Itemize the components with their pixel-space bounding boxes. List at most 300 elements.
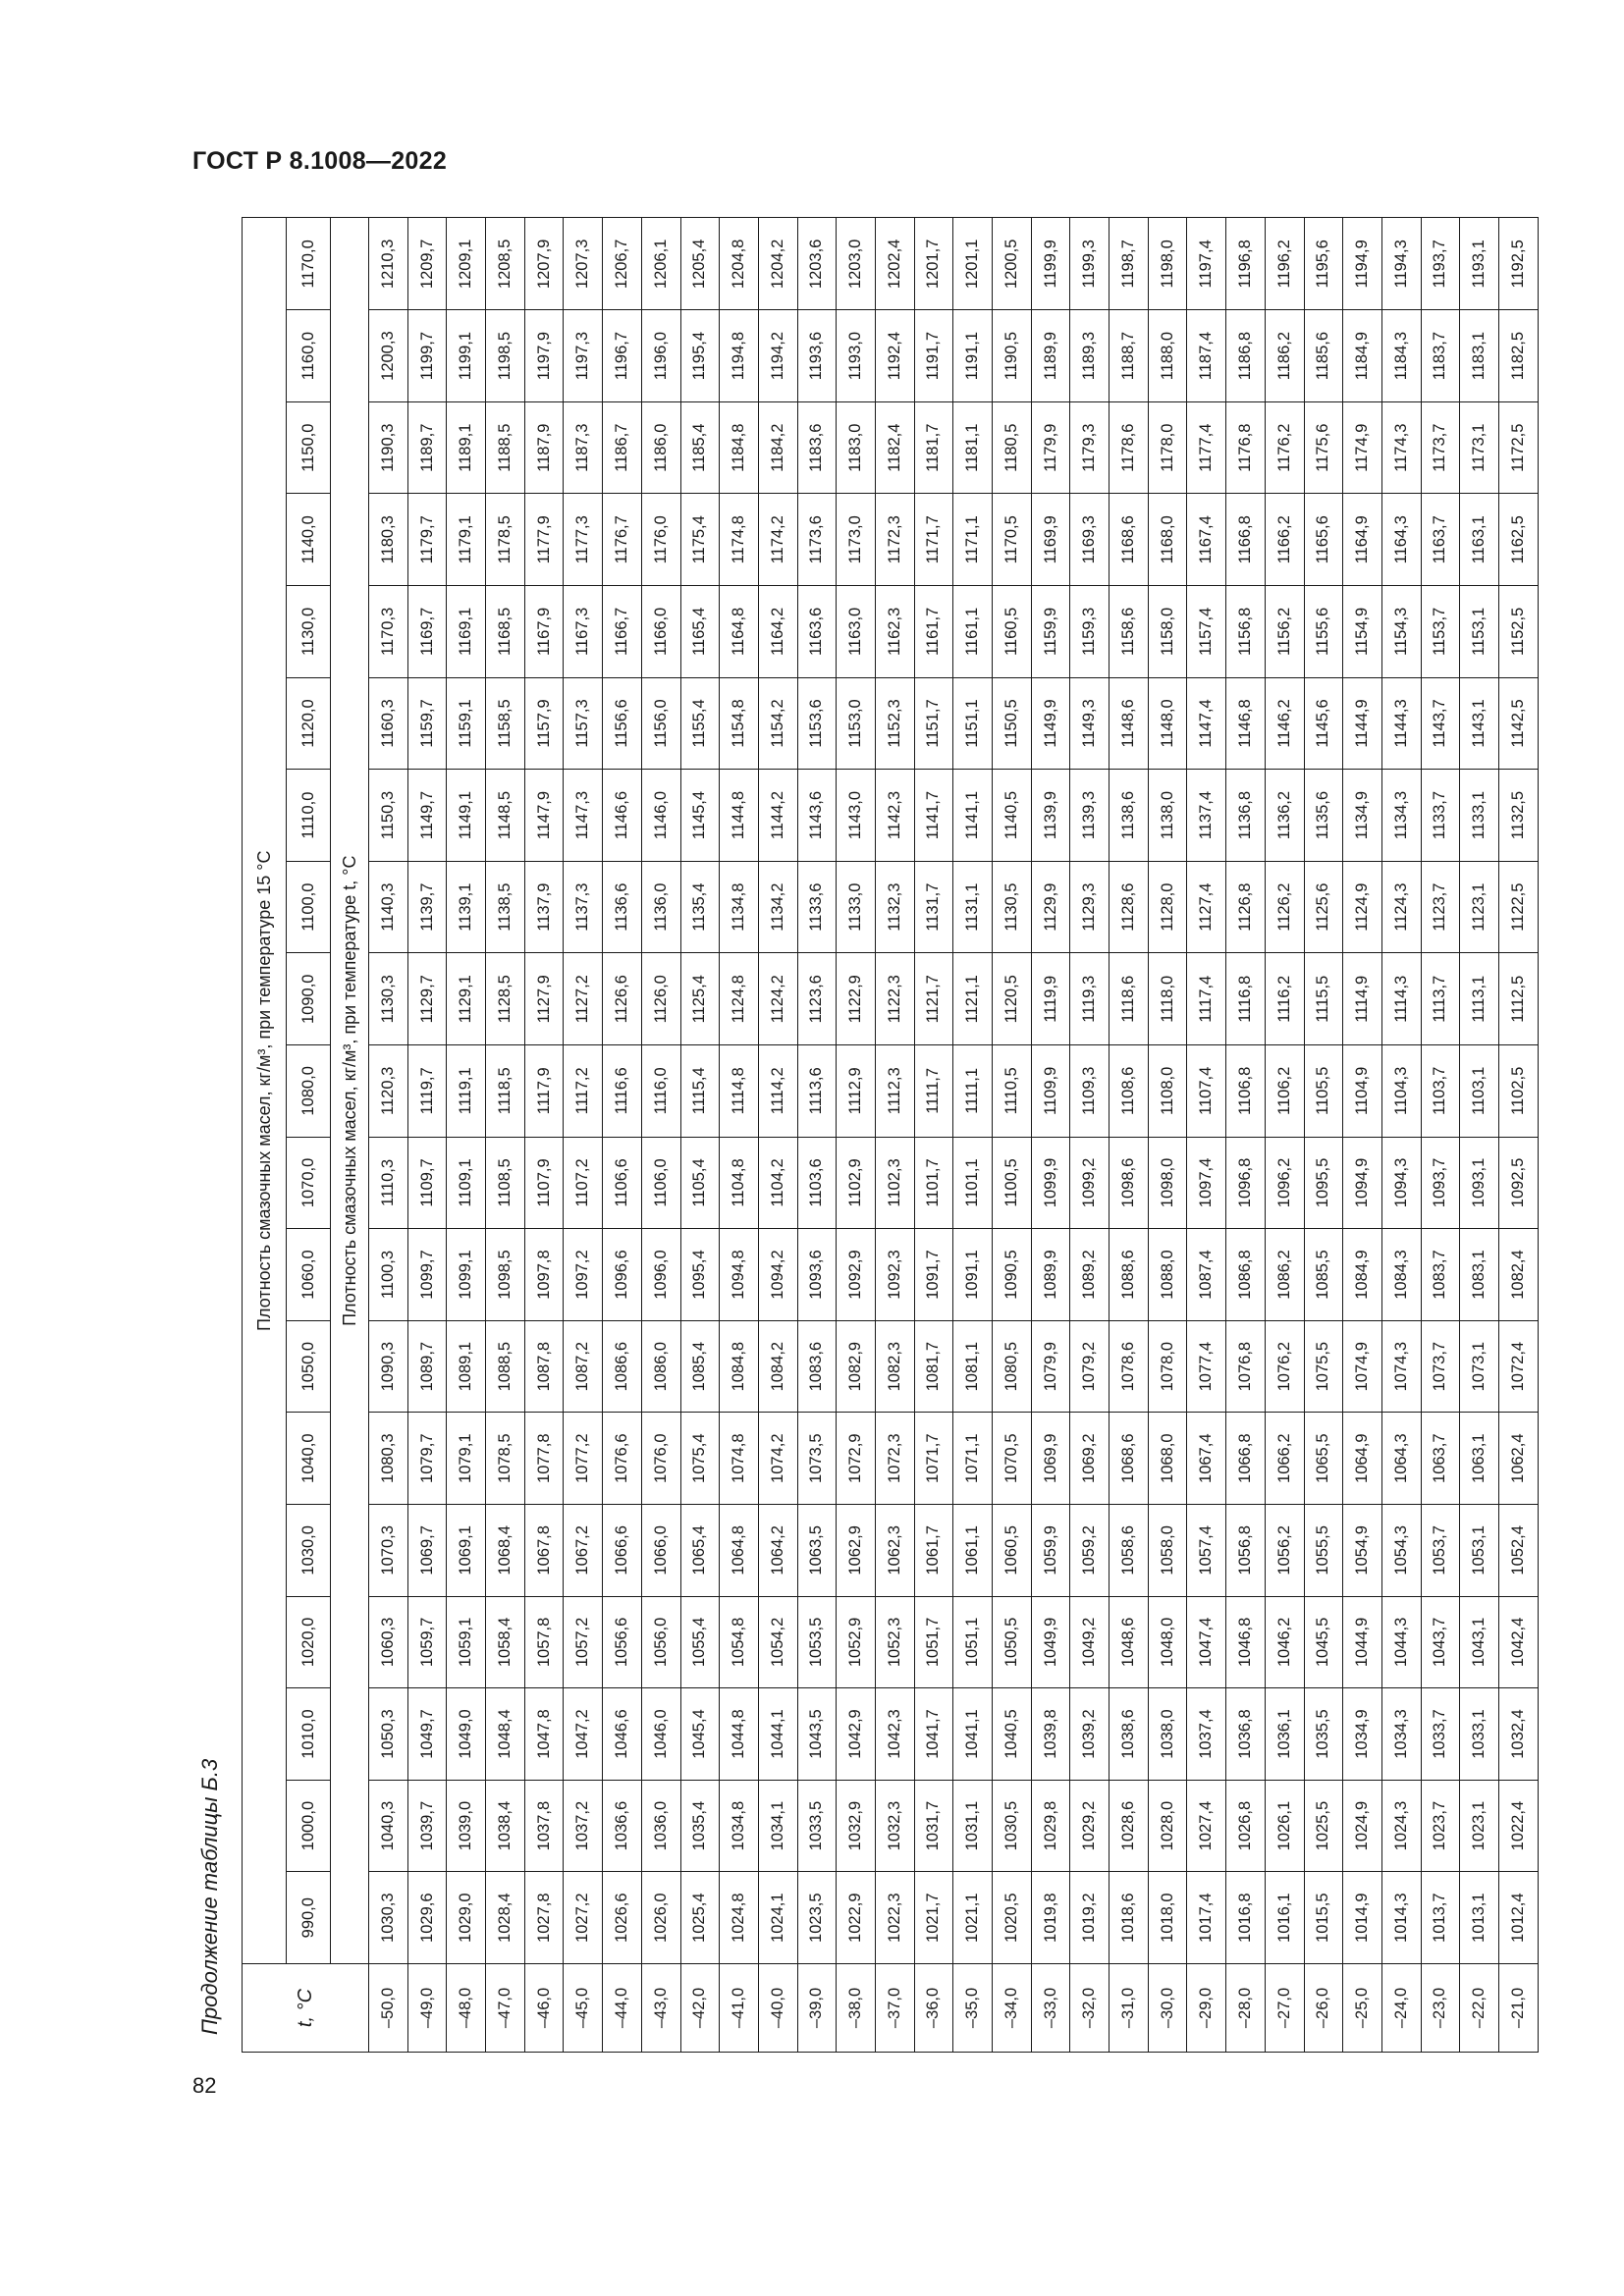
density-cell: 1177,9 bbox=[524, 494, 564, 586]
density-cell: 1164,8 bbox=[720, 586, 759, 678]
density-cell: 1194,3 bbox=[1381, 218, 1421, 310]
density-cell: 1014,3 bbox=[1381, 1872, 1421, 1964]
density-cell: 1048,4 bbox=[486, 1688, 525, 1781]
density-cell: 1074,2 bbox=[758, 1413, 797, 1505]
density-cell: 1092,3 bbox=[875, 1229, 914, 1321]
density-cell: 1164,2 bbox=[758, 586, 797, 678]
density-cell: 1126,2 bbox=[1265, 861, 1304, 953]
density-15c-header-cell: 1100,0 bbox=[287, 861, 331, 953]
density-cell: 1089,9 bbox=[1031, 1229, 1070, 1321]
density-cell: 1173,7 bbox=[1421, 401, 1460, 494]
density-cell: 1029,6 bbox=[407, 1872, 447, 1964]
table-row bbox=[369, 218, 408, 2053]
density-cell: 1136,0 bbox=[641, 861, 680, 953]
density-cell: 1089,2 bbox=[1070, 1229, 1110, 1321]
density-15c-header-cell: 1030,0 bbox=[287, 1505, 331, 1597]
density-cell: 1141,1 bbox=[953, 770, 993, 862]
density-cell: 1077,4 bbox=[1187, 1320, 1226, 1413]
temperature-cell: –36,0 bbox=[914, 1964, 953, 2053]
density-cell: 1024,3 bbox=[1381, 1780, 1421, 1872]
density-cell: 1017,4 bbox=[1187, 1872, 1226, 1964]
density-cell: 1038,6 bbox=[1110, 1688, 1149, 1781]
density-cell: 1056,0 bbox=[641, 1596, 680, 1688]
density-cell: 1092,5 bbox=[1498, 1137, 1538, 1229]
density-cell: 1153,0 bbox=[837, 677, 876, 770]
temperature-cell: –41,0 bbox=[720, 1964, 759, 2053]
density-cell: 1126,6 bbox=[603, 953, 642, 1045]
density-cell: 1131,7 bbox=[914, 861, 953, 953]
density-cell: 1151,1 bbox=[953, 677, 993, 770]
density-cell: 1033,1 bbox=[1460, 1688, 1499, 1781]
density-cell: 1051,1 bbox=[953, 1596, 993, 1688]
density-cell: 1062,3 bbox=[875, 1505, 914, 1597]
table-row bbox=[680, 218, 720, 2053]
density-cell: 1157,3 bbox=[564, 677, 603, 770]
density-cell: 1066,2 bbox=[1265, 1413, 1304, 1505]
density-cell: 1105,5 bbox=[1304, 1045, 1343, 1138]
density-cell: 1020,5 bbox=[993, 1872, 1032, 1964]
density-cell: 1082,9 bbox=[837, 1320, 876, 1413]
density-cell: 1160,5 bbox=[993, 586, 1032, 678]
density-cell: 1025,4 bbox=[680, 1872, 720, 1964]
density-15c-header-cell: 1140,0 bbox=[287, 494, 331, 586]
density-cell: 1144,3 bbox=[1381, 677, 1421, 770]
density-cell: 1067,2 bbox=[564, 1505, 603, 1597]
density-cell: 1027,2 bbox=[564, 1872, 603, 1964]
density-cell: 1061,7 bbox=[914, 1505, 953, 1597]
density-cell: 1144,8 bbox=[720, 770, 759, 862]
density-cell: 1036,8 bbox=[1226, 1688, 1266, 1781]
density-cell: 1174,3 bbox=[1381, 401, 1421, 494]
density-15c-header-cell: 1040,0 bbox=[287, 1413, 331, 1505]
temperature-cell: –22,0 bbox=[1460, 1964, 1499, 2053]
density-cell: 1180,5 bbox=[993, 401, 1032, 494]
density-cell: 1043,5 bbox=[797, 1688, 837, 1781]
density-cell: 1194,8 bbox=[720, 310, 759, 402]
density-cell: 1084,3 bbox=[1381, 1229, 1421, 1321]
density-cell: 1184,8 bbox=[720, 401, 759, 494]
density-cell: 1042,4 bbox=[1498, 1596, 1538, 1688]
density-cell: 1068,6 bbox=[1110, 1413, 1149, 1505]
density-cell: 1081,1 bbox=[953, 1320, 993, 1413]
density-cell: 1184,2 bbox=[758, 401, 797, 494]
density-cell: 1050,5 bbox=[993, 1596, 1032, 1688]
density-cell: 1013,1 bbox=[1460, 1872, 1499, 1964]
density-cell: 1031,7 bbox=[914, 1780, 953, 1872]
density-cell: 1116,8 bbox=[1226, 953, 1266, 1045]
density-cell: 1097,4 bbox=[1187, 1137, 1226, 1229]
density-cell: 1169,9 bbox=[1031, 494, 1070, 586]
density-cell: 1129,1 bbox=[447, 953, 486, 1045]
density-cell: 1014,9 bbox=[1343, 1872, 1382, 1964]
density-cell: 1069,9 bbox=[1031, 1413, 1070, 1505]
table-row bbox=[993, 218, 1032, 2053]
density-cell: 1117,4 bbox=[1187, 953, 1226, 1045]
density-cell: 1037,2 bbox=[564, 1780, 603, 1872]
density-cell: 1168,5 bbox=[486, 586, 525, 678]
density-table bbox=[242, 217, 1539, 2053]
density-cell: 1111,7 bbox=[914, 1045, 953, 1138]
density-cell: 1030,3 bbox=[369, 1872, 408, 1964]
density-cell: 1144,2 bbox=[758, 770, 797, 862]
density-cell: 1132,5 bbox=[1498, 770, 1538, 862]
density-cell: 1149,9 bbox=[1031, 677, 1070, 770]
density-cell: 1074,3 bbox=[1381, 1320, 1421, 1413]
density-cell: 1108,0 bbox=[1148, 1045, 1187, 1138]
density-cell: 1069,7 bbox=[407, 1505, 447, 1597]
density-cell: 1130,3 bbox=[369, 953, 408, 1045]
density-cell: 1054,9 bbox=[1343, 1505, 1382, 1597]
density-cell: 1044,9 bbox=[1343, 1596, 1382, 1688]
document-header-title: ГОСТ Р 8.1008—2022 bbox=[192, 147, 448, 175]
density-cell: 1012,4 bbox=[1498, 1872, 1538, 1964]
density-cell: 1104,9 bbox=[1343, 1045, 1382, 1138]
density-cell: 1085,5 bbox=[1304, 1229, 1343, 1321]
density-cell: 1187,4 bbox=[1187, 310, 1226, 402]
density-cell: 1178,6 bbox=[1110, 401, 1149, 494]
density-cell: 1163,0 bbox=[837, 586, 876, 678]
density-cell: 1021,7 bbox=[914, 1872, 953, 1964]
density-cell: 1025,5 bbox=[1304, 1780, 1343, 1872]
density-cell: 1040,5 bbox=[993, 1688, 1032, 1781]
density-15c-header-cell: 1060,0 bbox=[287, 1229, 331, 1321]
density-cell: 1026,6 bbox=[603, 1872, 642, 1964]
density-cell: 1108,5 bbox=[486, 1137, 525, 1229]
density-cell: 1073,5 bbox=[797, 1413, 837, 1505]
density-15c-group-header: Плотность смазочных масел, кг/м³, при температуре 15 °С bbox=[243, 218, 287, 1964]
density-cell: 1163,1 bbox=[1460, 494, 1499, 586]
density-cell: 1034,3 bbox=[1381, 1688, 1421, 1781]
density-cell: 1054,2 bbox=[758, 1596, 797, 1688]
density-cell: 1027,4 bbox=[1187, 1780, 1226, 1872]
density-table-body bbox=[369, 218, 1539, 2053]
density-cell: 1085,4 bbox=[680, 1320, 720, 1413]
density-cell: 1099,9 bbox=[1031, 1137, 1070, 1229]
density-cell: 1155,6 bbox=[1304, 586, 1343, 678]
density-cell: 1028,0 bbox=[1148, 1780, 1187, 1872]
density-cell: 1044,1 bbox=[758, 1688, 797, 1781]
density-cell: 1059,1 bbox=[447, 1596, 486, 1688]
density-cell: 1064,8 bbox=[720, 1505, 759, 1597]
density-cell: 1133,1 bbox=[1460, 770, 1499, 862]
density-cell: 1158,0 bbox=[1148, 586, 1187, 678]
table-row bbox=[1381, 218, 1421, 2053]
density-cell: 1098,0 bbox=[1148, 1137, 1187, 1229]
density-cell: 1119,3 bbox=[1070, 953, 1110, 1045]
density-cell: 1187,9 bbox=[524, 401, 564, 494]
density-cell: 1059,2 bbox=[1070, 1505, 1110, 1597]
density-cell: 1082,4 bbox=[1498, 1229, 1538, 1321]
density-cell: 1190,5 bbox=[993, 310, 1032, 402]
density-cell: 1137,4 bbox=[1187, 770, 1226, 862]
density-cell: 1165,6 bbox=[1304, 494, 1343, 586]
density-cell: 1075,5 bbox=[1304, 1320, 1343, 1413]
density-cell: 1047,2 bbox=[564, 1688, 603, 1781]
density-cell: 1143,0 bbox=[837, 770, 876, 862]
density-cell: 1047,8 bbox=[524, 1688, 564, 1781]
density-cell: 1194,2 bbox=[758, 310, 797, 402]
density-cell: 1164,3 bbox=[1381, 494, 1421, 586]
density-cell: 1156,2 bbox=[1265, 586, 1304, 678]
density-cell: 1086,2 bbox=[1265, 1229, 1304, 1321]
density-cell: 1040,3 bbox=[369, 1780, 408, 1872]
density-cell: 1146,8 bbox=[1226, 677, 1266, 770]
density-cell: 1106,2 bbox=[1265, 1045, 1304, 1138]
density-cell: 1092,9 bbox=[837, 1229, 876, 1321]
density-cell: 1097,2 bbox=[564, 1229, 603, 1321]
density-cell: 1094,2 bbox=[758, 1229, 797, 1321]
density-cell: 1146,2 bbox=[1265, 677, 1304, 770]
density-cell: 1186,2 bbox=[1265, 310, 1304, 402]
density-cell: 1063,1 bbox=[1460, 1413, 1499, 1505]
density-cell: 1179,9 bbox=[1031, 401, 1070, 494]
density-cell: 1046,6 bbox=[603, 1688, 642, 1781]
density-cell: 1016,8 bbox=[1226, 1872, 1266, 1964]
density-cell: 1134,3 bbox=[1381, 770, 1421, 862]
density-cell: 1079,2 bbox=[1070, 1320, 1110, 1413]
density-cell: 1141,7 bbox=[914, 770, 953, 862]
density-cell: 1121,1 bbox=[953, 953, 993, 1045]
density-cell: 1150,5 bbox=[993, 677, 1032, 770]
density-cell: 1172,5 bbox=[1498, 401, 1538, 494]
density-cell: 1128,6 bbox=[1110, 861, 1149, 953]
density-cell: 1138,0 bbox=[1148, 770, 1187, 862]
density-cell: 1051,7 bbox=[914, 1596, 953, 1688]
density-cell: 1016,1 bbox=[1265, 1872, 1304, 1964]
density-cell: 1179,7 bbox=[407, 494, 447, 586]
density-cell: 1112,3 bbox=[875, 1045, 914, 1138]
density-cell: 1199,3 bbox=[1070, 218, 1110, 310]
temperature-cell: –27,0 bbox=[1265, 1964, 1304, 2053]
density-cell: 1117,2 bbox=[564, 1045, 603, 1138]
density-cell: 1204,2 bbox=[758, 218, 797, 310]
density-t-group-header: Плотность смазочных масел, кг/м³, при температуре t, °С bbox=[331, 218, 369, 1964]
density-cell: 1086,0 bbox=[641, 1320, 680, 1413]
density-cell: 1023,1 bbox=[1460, 1780, 1499, 1872]
density-cell: 1089,1 bbox=[447, 1320, 486, 1413]
density-cell: 1199,9 bbox=[1031, 218, 1070, 310]
density-cell: 1075,4 bbox=[680, 1413, 720, 1505]
density-cell: 1109,1 bbox=[447, 1137, 486, 1229]
density-cell: 1129,7 bbox=[407, 953, 447, 1045]
density-cell: 1102,3 bbox=[875, 1137, 914, 1229]
density-cell: 1060,3 bbox=[369, 1596, 408, 1688]
density-cell: 1181,7 bbox=[914, 401, 953, 494]
temperature-cell: –37,0 bbox=[875, 1964, 914, 2053]
density-cell: 1078,0 bbox=[1148, 1320, 1187, 1413]
density-cell: 1078,5 bbox=[486, 1413, 525, 1505]
density-cell: 1114,3 bbox=[1381, 953, 1421, 1045]
density-cell: 1029,0 bbox=[447, 1872, 486, 1964]
density-cell: 1028,4 bbox=[486, 1872, 525, 1964]
density-cell: 1112,5 bbox=[1498, 953, 1538, 1045]
density-cell: 1130,5 bbox=[993, 861, 1032, 953]
density-cell: 1070,5 bbox=[993, 1413, 1032, 1505]
density-cell: 1157,4 bbox=[1187, 586, 1226, 678]
density-cell: 1198,5 bbox=[486, 310, 525, 402]
temperature-cell: –25,0 bbox=[1343, 1964, 1382, 2053]
density-cell: 1197,3 bbox=[564, 310, 603, 402]
density-cell: 1155,4 bbox=[680, 677, 720, 770]
density-cell: 1077,8 bbox=[524, 1413, 564, 1505]
density-cell: 1076,6 bbox=[603, 1413, 642, 1505]
density-cell: 1054,8 bbox=[720, 1596, 759, 1688]
density-cell: 1209,7 bbox=[407, 218, 447, 310]
density-cell: 1041,1 bbox=[953, 1688, 993, 1781]
density-cell: 1143,1 bbox=[1460, 677, 1499, 770]
density-cell: 1034,1 bbox=[758, 1780, 797, 1872]
density-cell: 1176,2 bbox=[1265, 401, 1304, 494]
density-cell: 1088,6 bbox=[1110, 1229, 1149, 1321]
density-cell: 1036,1 bbox=[1265, 1688, 1304, 1781]
density-cell: 1083,6 bbox=[797, 1320, 837, 1413]
table-row bbox=[564, 218, 603, 2053]
density-cell: 1114,9 bbox=[1343, 953, 1382, 1045]
density-cell: 1079,7 bbox=[407, 1413, 447, 1505]
density-cell: 1193,1 bbox=[1460, 218, 1499, 310]
density-cell: 1135,6 bbox=[1304, 770, 1343, 862]
density-cell: 1144,9 bbox=[1343, 677, 1382, 770]
density-cell: 1121,7 bbox=[914, 953, 953, 1045]
density-cell: 1079,9 bbox=[1031, 1320, 1070, 1413]
density-cell: 1147,4 bbox=[1187, 677, 1226, 770]
density-cell: 1142,5 bbox=[1498, 677, 1538, 770]
density-cell: 1098,5 bbox=[486, 1229, 525, 1321]
density-cell: 1095,4 bbox=[680, 1229, 720, 1321]
density-cell: 1191,1 bbox=[953, 310, 993, 402]
density-cell: 1099,1 bbox=[447, 1229, 486, 1321]
density-cell: 1191,7 bbox=[914, 310, 953, 402]
density-cell: 1026,0 bbox=[641, 1872, 680, 1964]
density-cell: 1122,9 bbox=[837, 953, 876, 1045]
density-cell: 1200,5 bbox=[993, 218, 1032, 310]
density-cell: 1199,7 bbox=[407, 310, 447, 402]
density-cell: 1076,0 bbox=[641, 1413, 680, 1505]
density-cell: 1087,2 bbox=[564, 1320, 603, 1413]
density-cell: 1178,0 bbox=[1148, 401, 1187, 494]
density-cell: 1156,0 bbox=[641, 677, 680, 770]
density-cell: 1022,4 bbox=[1498, 1780, 1538, 1872]
density-cell: 1151,7 bbox=[914, 677, 953, 770]
density-cell: 1153,1 bbox=[1460, 586, 1499, 678]
density-cell: 1152,3 bbox=[875, 677, 914, 770]
temperature-cell: –38,0 bbox=[837, 1964, 876, 2053]
density-cell: 1183,6 bbox=[797, 401, 837, 494]
density-cell: 1127,2 bbox=[564, 953, 603, 1045]
density-cell: 1139,1 bbox=[447, 861, 486, 953]
density-cell: 1189,9 bbox=[1031, 310, 1070, 402]
density-cell: 1197,4 bbox=[1187, 218, 1226, 310]
density-cell: 1157,9 bbox=[524, 677, 564, 770]
density-cell: 1204,8 bbox=[720, 218, 759, 310]
density-15c-header-cell: 1120,0 bbox=[287, 677, 331, 770]
density-cell: 1058,0 bbox=[1148, 1505, 1187, 1597]
density-cell: 1136,6 bbox=[603, 861, 642, 953]
density-cell: 1038,0 bbox=[1148, 1688, 1187, 1781]
density-cell: 1057,8 bbox=[524, 1596, 564, 1688]
density-cell: 1150,3 bbox=[369, 770, 408, 862]
table-row bbox=[1226, 218, 1266, 2053]
table-row bbox=[797, 218, 837, 2053]
density-cell: 1131,1 bbox=[953, 861, 993, 953]
table-row bbox=[641, 218, 680, 2053]
density-15c-header-cell: 1110,0 bbox=[287, 770, 331, 862]
density-cell: 1174,8 bbox=[720, 494, 759, 586]
density-cell: 1192,5 bbox=[1498, 218, 1538, 310]
table-row bbox=[447, 218, 486, 2053]
density-cell: 1159,9 bbox=[1031, 586, 1070, 678]
density-cell: 1149,7 bbox=[407, 770, 447, 862]
density-cell: 1047,4 bbox=[1187, 1596, 1226, 1688]
density-cell: 1028,6 bbox=[1110, 1780, 1149, 1872]
density-cell: 1133,0 bbox=[837, 861, 876, 953]
density-cell: 1045,4 bbox=[680, 1688, 720, 1781]
density-cell: 1171,1 bbox=[953, 494, 993, 586]
density-cell: 1109,3 bbox=[1070, 1045, 1110, 1138]
density-cell: 1046,8 bbox=[1226, 1596, 1266, 1688]
density-cell: 1112,9 bbox=[837, 1045, 876, 1138]
density-cell: 1033,7 bbox=[1421, 1688, 1460, 1781]
density-cell: 1048,6 bbox=[1110, 1596, 1149, 1688]
density-cell: 1143,6 bbox=[797, 770, 837, 862]
density-cell: 1030,5 bbox=[993, 1780, 1032, 1872]
density-cell: 1055,4 bbox=[680, 1596, 720, 1688]
density-cell: 1071,7 bbox=[914, 1413, 953, 1505]
density-cell: 1024,1 bbox=[758, 1872, 797, 1964]
temperature-cell: –28,0 bbox=[1226, 1964, 1266, 2053]
density-cell: 1147,9 bbox=[524, 770, 564, 862]
density-cell: 1210,3 bbox=[369, 218, 408, 310]
page-number: 82 bbox=[192, 2073, 217, 2098]
density-cell: 1039,8 bbox=[1031, 1688, 1070, 1781]
density-cell: 1114,8 bbox=[720, 1045, 759, 1138]
density-cell: 1073,7 bbox=[1421, 1320, 1460, 1413]
density-cell: 1176,7 bbox=[603, 494, 642, 586]
density-cell: 1196,8 bbox=[1226, 218, 1266, 310]
density-cell: 1188,0 bbox=[1148, 310, 1187, 402]
density-cell: 1019,8 bbox=[1031, 1872, 1070, 1964]
density-cell: 1090,5 bbox=[993, 1229, 1032, 1321]
density-cell: 1107,4 bbox=[1187, 1045, 1226, 1138]
density-cell: 1190,3 bbox=[369, 401, 408, 494]
density-cell: 1167,4 bbox=[1187, 494, 1226, 586]
density-cell: 1146,0 bbox=[641, 770, 680, 862]
density-15c-header-cell: 1020,0 bbox=[287, 1596, 331, 1688]
density-cell: 1113,1 bbox=[1460, 953, 1499, 1045]
density-cell: 1123,6 bbox=[797, 953, 837, 1045]
density-cell: 1198,0 bbox=[1148, 218, 1187, 310]
temperature-cell: –45,0 bbox=[564, 1964, 603, 2053]
density-cell: 1049,7 bbox=[407, 1688, 447, 1781]
density-cell: 1096,0 bbox=[641, 1229, 680, 1321]
density-cell: 1133,7 bbox=[1421, 770, 1460, 862]
density-cell: 1058,4 bbox=[486, 1596, 525, 1688]
density-cell: 1109,9 bbox=[1031, 1045, 1070, 1138]
density-cell: 1172,3 bbox=[875, 494, 914, 586]
density-cell: 1189,3 bbox=[1070, 310, 1110, 402]
temperature-cell: –49,0 bbox=[407, 1964, 447, 2053]
density-cell: 1032,3 bbox=[875, 1780, 914, 1872]
density-cell: 1201,7 bbox=[914, 218, 953, 310]
density-cell: 1069,1 bbox=[447, 1505, 486, 1597]
temperature-column-header: t, °C bbox=[243, 1964, 369, 2053]
density-cell: 1039,2 bbox=[1070, 1688, 1110, 1781]
density-cell: 1093,1 bbox=[1460, 1137, 1499, 1229]
table-row bbox=[1110, 218, 1149, 2053]
density-cell: 1087,8 bbox=[524, 1320, 564, 1413]
temperature-cell: –26,0 bbox=[1304, 1964, 1343, 2053]
temperature-cell: –47,0 bbox=[486, 1964, 525, 2053]
